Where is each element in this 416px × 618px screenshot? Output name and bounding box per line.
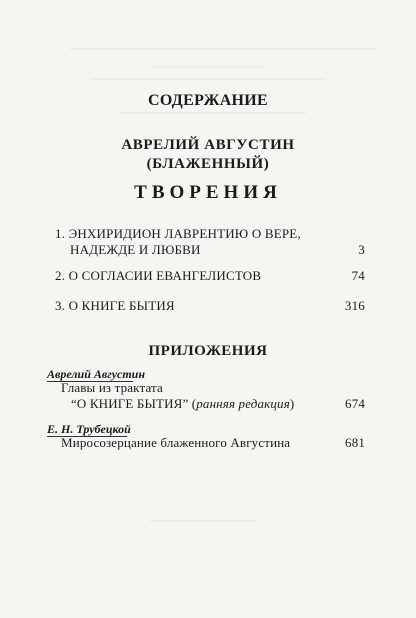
bleed-through <box>120 112 306 114</box>
author-heading: АВРЕЛИЙ АВГУСТИН <box>121 137 295 153</box>
appendix-author: Аврелий Августин <box>47 367 146 381</box>
subtitle-end: ) <box>289 396 295 411</box>
toc-entry <box>55 226 365 258</box>
appendix-entry <box>61 435 365 451</box>
bleed-through <box>90 78 326 80</box>
appendix-entry-title: Главы из трактата <box>61 380 163 395</box>
subtitle-italic: ранняя редакция <box>196 396 290 411</box>
works-title: ТВОРЕНИЯ <box>134 182 282 203</box>
contents-title: СОДЕРЖАНИЕ <box>147 92 269 109</box>
toc-page-number: 316 <box>344 298 365 313</box>
toc-page-number: 3 <box>358 242 365 257</box>
appendix-entry-title: Миросозерцание блаженного Августина <box>61 435 291 450</box>
subtitle-main: “О КНИГЕ БЫТИЯ” ( <box>71 396 197 411</box>
author-epithet: (БЛАЖЕННЫЙ) <box>146 156 270 172</box>
toc-entry <box>55 298 365 314</box>
toc-entry <box>55 268 365 284</box>
bleed-through <box>150 66 266 68</box>
appendix-page-number: 674 <box>345 396 365 411</box>
toc-entry-title: 3. О КНИГЕ БЫТИЯ <box>55 298 175 313</box>
appendix-entry-subtitle <box>61 396 365 412</box>
toc-entry-title: 2. О СОГЛАСИИ ЕВАНГЕЛИСТОВ <box>55 268 262 283</box>
appendix-entry <box>61 380 365 412</box>
appendix-title: ПРИЛОЖЕНИЯ <box>148 343 268 359</box>
toc-page-number: 74 <box>351 268 365 283</box>
appendix-author: Е. Н. Трубецкой <box>47 422 131 436</box>
toc-entry-title: 1. ЭНХИРИДИОН ЛАВРЕНТИЮ О ВЕРЕ, <box>55 226 301 241</box>
bleed-through <box>70 48 376 50</box>
appendix-page-number: 681 <box>345 435 365 450</box>
bleed-through <box>150 520 256 522</box>
toc-entry-title-cont: НАДЕЖДЕ И ЛЮБВИ <box>70 242 201 257</box>
